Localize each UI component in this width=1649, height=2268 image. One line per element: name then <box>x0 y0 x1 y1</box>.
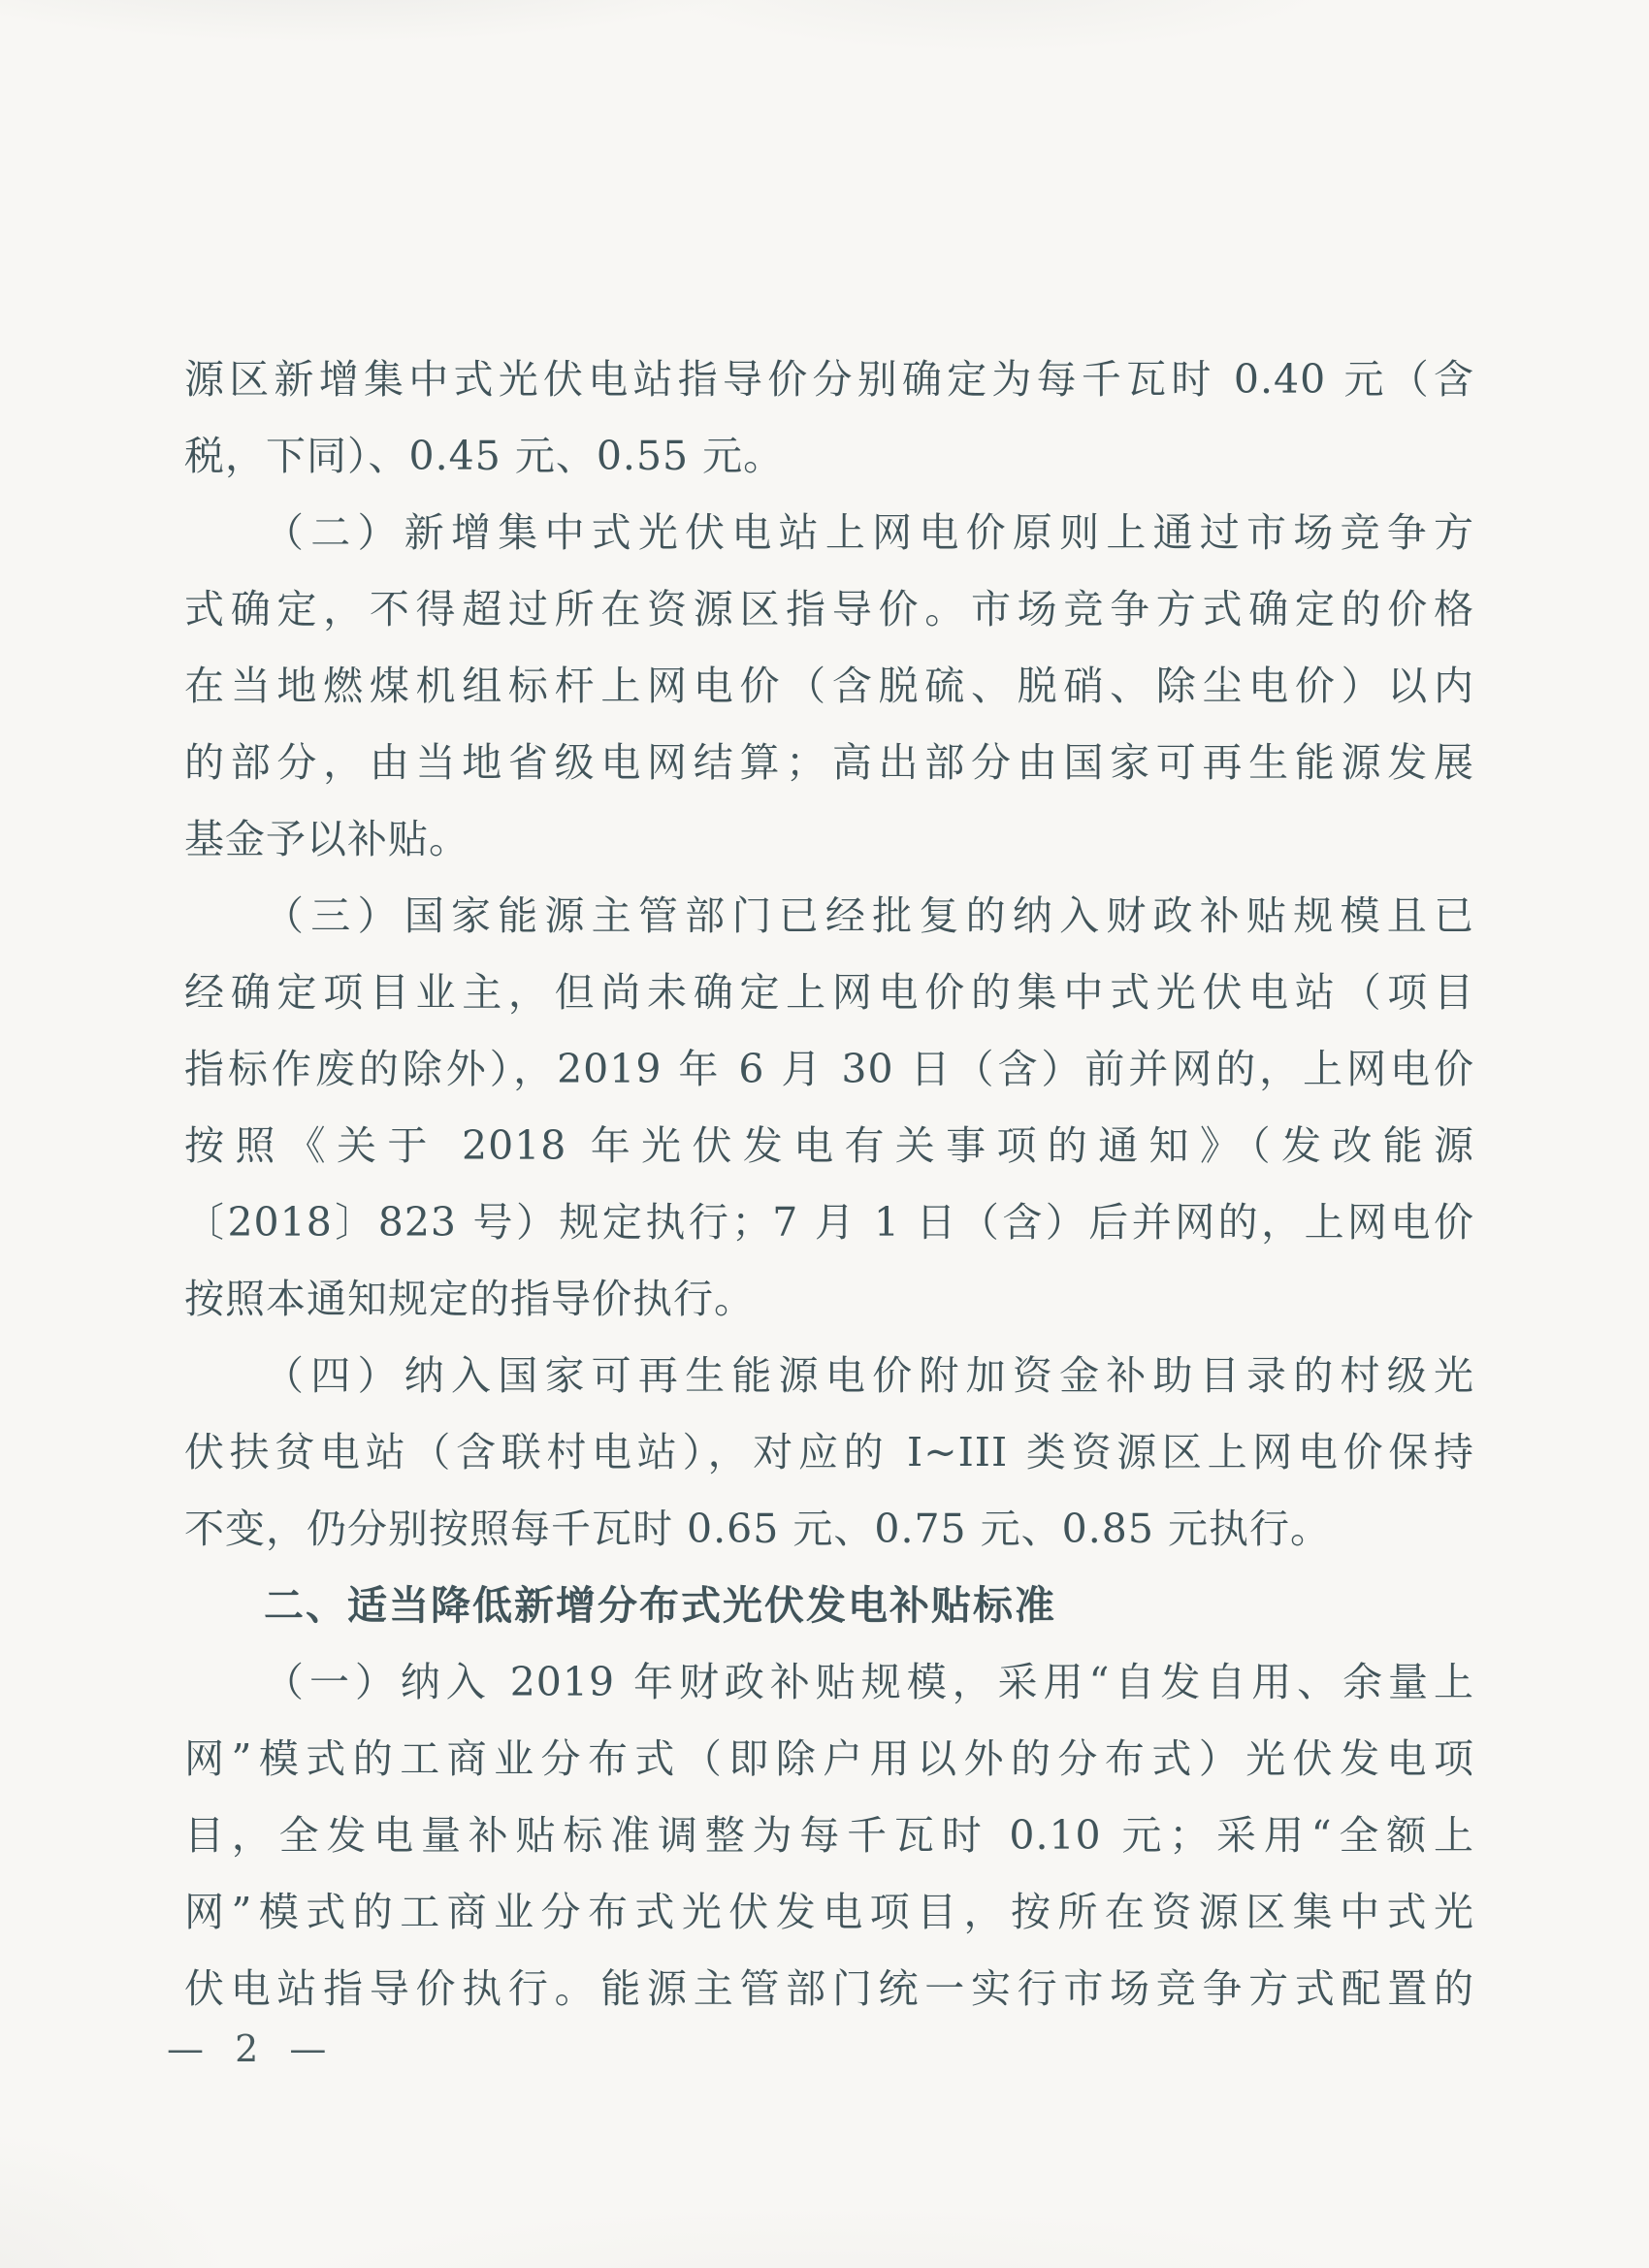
text-line: （二）新增集中式光伏电站上网电价原则上通过市场竞争方 <box>264 509 1474 556</box>
text-line: 目，全发电量补贴标准调整为每千瓦时 0.10 元；采用“全额上 <box>184 1812 1474 1859</box>
text-line: 网”模式的工商业分布式（即除户用以外的分布式）光伏发电项 <box>184 1735 1474 1782</box>
text-line: 伏扶贫电站（含联村电站），对应的 I~III 类资源区上网电价保持 <box>184 1429 1474 1475</box>
section-heading: 二、适当降低新增分布式光伏发电补贴标准 <box>264 1582 1056 1629</box>
text-line: 按照本通知规定的指导价执行。 <box>184 1276 755 1322</box>
text-line: 的部分，由当地省级电网结算；高出部分由国家可再生能源发展 <box>184 739 1474 786</box>
text-line: （一）纳入 2019 年财政补贴规模，采用“自发自用、余量上 <box>264 1659 1474 1705</box>
text-line: 〔2018〕823 号）规定执行；7 月 1 日（含）后并网的，上网电价 <box>184 1199 1474 1246</box>
text-line: 不变，仍分别按照每千瓦时 0.65 元、0.75 元、0.85 元执行。 <box>184 1506 1331 1552</box>
text-line: 网”模式的工商业分布式光伏发电项目，按所在资源区集中式光 <box>184 1889 1474 1935</box>
text-line: 经确定项目业主，但尚未确定上网电价的集中式光伏电站（项目 <box>184 969 1474 1016</box>
text-line: （四）纳入国家可再生能源电价附加资金补助目录的村级光 <box>264 1352 1474 1399</box>
text-line: 按照《关于 2018 年光伏发电有关事项的通知》（发改能源 <box>184 1122 1474 1169</box>
text-line: 伏电站指导价执行。能源主管部门统一实行市场竞争方式配置的 <box>184 1965 1474 2012</box>
text-line: （三）国家能源主管部门已经批复的纳入财政补贴规模且已 <box>264 892 1474 939</box>
text-line: 在当地燃煤机组标杆上网电价（含脱硫、脱硝、除尘电价）以内 <box>184 663 1474 709</box>
page-number: — 2 — <box>167 2027 337 2070</box>
text-line: 税，下同）、0.45 元、0.55 元。 <box>184 433 785 479</box>
text-line: 指标作废的除外），2019 年 6 月 30 日（含）前并网的，上网电价 <box>184 1046 1474 1092</box>
text-line: 式确定，不得超过所在资源区指导价。市场竞争方式确定的价格 <box>184 586 1474 632</box>
text-line: 基金予以补贴。 <box>184 816 469 862</box>
text-line: 源区新增集中式光伏电站指导价分别确定为每千瓦时 0.40 元（含 <box>184 356 1474 403</box>
text-block <box>184 341 1474 2027</box>
